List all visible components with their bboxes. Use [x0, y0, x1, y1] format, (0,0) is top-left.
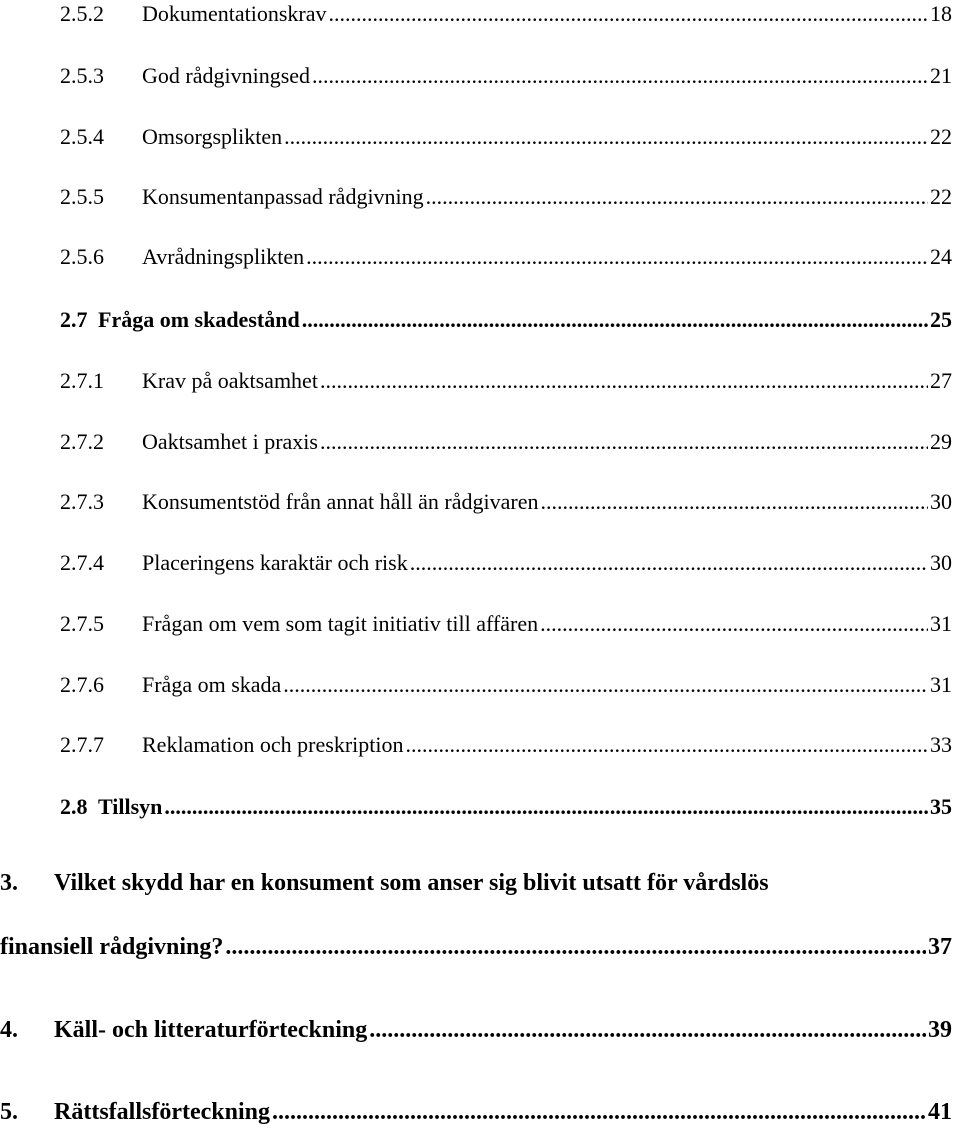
dot-leader — [284, 123, 928, 151]
toc-entry-title: Rättsfallsförteckning — [54, 1099, 270, 1125]
toc-entry-page: 39 — [928, 1017, 952, 1043]
dot-leader — [540, 488, 928, 516]
toc-entry-chapter-4[interactable] — [0, 1016, 952, 1044]
toc-entry-title: Avrådningsplikten — [142, 244, 305, 269]
toc-entry-2-5-3[interactable] — [60, 62, 952, 90]
toc-entry-title: Frågan om vem som tagit initiativ till affären — [142, 611, 539, 636]
toc-entry-page: 33 — [930, 732, 952, 757]
toc-entry-number: 2.7.1 — [60, 368, 104, 393]
toc-entry-number: 2.5.6 — [60, 244, 104, 269]
toc-entry-page: 35 — [930, 794, 952, 819]
toc-entry-chapter-5[interactable] — [0, 1098, 952, 1126]
toc-entry-page: 37 — [928, 934, 952, 960]
toc-entry-2-7-3[interactable] — [60, 488, 952, 516]
toc-entry-2-5-6[interactable] — [60, 243, 952, 271]
toc-entry-page: 30 — [930, 489, 952, 514]
toc-entry-number: 2.5.3 — [60, 63, 104, 88]
dot-leader — [406, 731, 929, 759]
toc-entry-number: 2.5.2 — [60, 1, 104, 26]
toc-entry-2-5-5[interactable] — [60, 183, 952, 211]
toc-entry-number: 2.7.5 — [60, 611, 104, 636]
toc-entry-title: Krav på oaktsamhet — [142, 368, 318, 393]
toc-entry-number: 2.7 — [60, 307, 88, 332]
toc-entry-page: 24 — [930, 244, 952, 269]
toc-entry-number: 2.7.2 — [60, 429, 104, 454]
toc-entry-title: Käll- och litteraturförteckning — [54, 1017, 368, 1043]
toc-entry-page: 22 — [930, 124, 952, 149]
dot-leader — [283, 671, 928, 699]
toc-entry-title: Vilket skydd har en konsument som anser sig blivit utsatt för vårdslös — [54, 870, 769, 896]
toc-entry-2-7-6[interactable] — [60, 671, 952, 699]
toc-entry-2-5-4[interactable] — [60, 123, 952, 151]
toc-entry-page: 31 — [930, 611, 952, 636]
dot-leader — [306, 243, 928, 271]
toc-entry-title: Konsumentstöd från annat håll än rådgivaren — [142, 489, 539, 514]
toc-entry-2-7-2[interactable] — [60, 428, 952, 456]
toc-entry-2-7-1[interactable] — [60, 367, 952, 395]
toc-entry-number: 2.5.4 — [60, 124, 104, 149]
toc-entry-title: Tillsyn — [98, 794, 163, 819]
dot-leader — [225, 932, 926, 962]
toc-entry-title: Omsorgsplikten — [142, 124, 283, 149]
toc-entry-title: Dokumentationskrav — [142, 1, 327, 26]
toc-entry-title: Reklamation och preskription — [142, 732, 404, 757]
toc-entry-title: Placeringens karaktär och risk — [142, 550, 408, 575]
dot-leader — [312, 62, 928, 90]
dot-leader — [164, 793, 928, 821]
dot-leader — [540, 610, 928, 638]
dot-leader — [410, 549, 928, 577]
toc-entry-page: 18 — [930, 1, 952, 26]
toc-entry-number: 2.8 — [60, 794, 88, 819]
toc-entry-2-7-7[interactable] — [60, 731, 952, 759]
toc-entry-2-7[interactable] — [60, 306, 952, 334]
toc-entry-page: 22 — [930, 184, 952, 209]
toc-entry-2-7-4[interactable] — [60, 549, 952, 577]
dot-leader — [329, 0, 928, 28]
toc-entry-page: 21 — [930, 63, 952, 88]
toc-entry-chapter-3-continued[interactable] — [0, 932, 952, 962]
toc-entry-2-7-5[interactable] — [60, 610, 952, 638]
dot-leader — [320, 367, 928, 395]
toc-entry-number: 2.7.6 — [60, 672, 104, 697]
toc-entry-page: 25 — [930, 307, 952, 332]
toc-entry-page: 29 — [930, 429, 952, 454]
toc-entry-number: 3. — [0, 870, 18, 896]
toc-entry-page: 27 — [930, 368, 952, 393]
toc-entry-chapter-3[interactable] — [0, 868, 769, 898]
toc-entry-number: 2.7.7 — [60, 732, 104, 757]
toc-entry-number: 2.7.4 — [60, 550, 104, 575]
dot-leader — [302, 306, 928, 334]
toc-entry-number: 2.7.3 — [60, 489, 104, 514]
toc-entry-title: Fråga om skada — [142, 672, 282, 697]
toc-entry-title: Fråga om skadestånd — [98, 307, 300, 332]
dot-leader — [320, 428, 928, 456]
toc-entry-title-continued: finansiell rådgivning? — [0, 934, 224, 960]
toc-entry-title: God rådgivningsed — [142, 63, 311, 88]
toc-entry-number: 2.5.5 — [60, 184, 104, 209]
toc-entry-number: 5. — [0, 1099, 18, 1125]
dot-leader — [272, 1098, 926, 1126]
toc-entry-page: 31 — [930, 672, 952, 697]
toc-entry-2-5-2[interactable] — [60, 0, 952, 28]
toc-entry-2-8[interactable] — [60, 793, 952, 821]
dot-leader — [426, 183, 928, 211]
dot-leader — [369, 1016, 926, 1044]
toc-entry-title: Oaktsamhet i praxis — [142, 429, 318, 454]
toc-entry-number: 4. — [0, 1017, 18, 1043]
toc-entry-page: 41 — [928, 1099, 952, 1125]
toc-entry-page: 30 — [930, 550, 952, 575]
toc-entry-title: Konsumentanpassad rådgivning — [142, 184, 424, 209]
